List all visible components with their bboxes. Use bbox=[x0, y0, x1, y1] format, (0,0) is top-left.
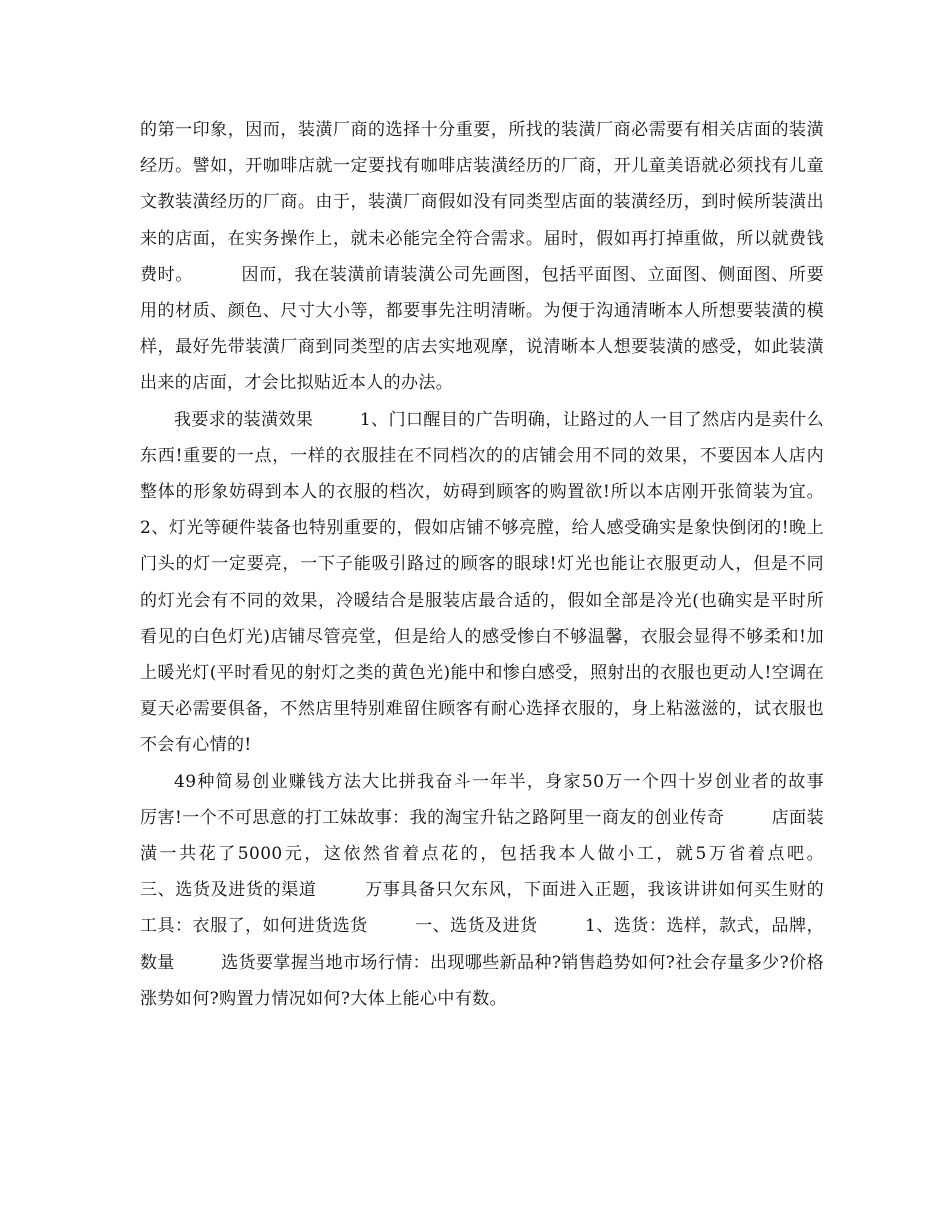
paragraph-3: 49种简易创业赚钱方法大比拼我奋斗一年半，身家50万一个四十岁创业者的故事 厉害!一个不可思意的打工妹故事：我的淘宝升钻之路阿里一商友的创业传奇 店面装潢一共花了5000元，这依然省着点花的，包括我本人做小工，就5万省着点吧。 三、选货及进货的渠道 万事具备只欠东风，下面进入正题，我该讲讲如何买生财的工具：衣服了，如何进货选货 一、选货及进货 1、选货：选样，款式，品牌，数量 选货要掌握当地市场行情：出现哪些新品种?销售趋势如何?社会存量多少?价格涨势如何?购置力情况如何?大体上能心中有数。 bbox=[140, 771, 871, 1009]
paragraph-1: 的第一印象，因而，装潢厂商的选择十分重要，所找的装潢厂商必需要有相关店面的装潢经历。譬如，开咖啡店就一定要找有咖啡店装潢经历的厂商，开儿童美语就必须找有儿童文教装潢经历的厂商。由于，装潢厂商假如没有同类型店面的装潢经历，到时候所装潢出来的店面，在实务操作上，就未必能完全符合需求。届时，假如再打掉重做，所以就费钱费时。 因而，我在装潢前请装潢公司先画图，包括平面图、立面图、侧面图、所要用的材质、颜色、尺寸大小等，都要事先注明清晰。为便于沟通清晰本人所想要装潢的模样，最好先带装潢厂商到同类型的店去实地观摩，说清晰本人想要装潢的感受，如此装潢出来的店面，才会比拟贴近本人的办法。 bbox=[140, 120, 824, 394]
document-body bbox=[140, 112, 871, 1017]
paragraph-2: 我要求的装潢效果 1、门口醒目的广告明确，让路过的人一目了然店内是卖什么东西!重要的一点，一样的衣服挂在不同档次的的店铺会用不同的效果，不要因本人店内整体的形象妨碍到本人的衣服的档次，妨碍到顾客的购置欲!所以本店刚开张简装为宜。 2、灯光等硬件装备也特别重要的，假如店铺不够亮膛，给人感受确实是象快倒闭的!晚上门头的灯一定要亮，一下子能吸引路过的顾客的眼球!灯光也能让衣服更动人，但是不同的灯光会有不同的效果，冷暖结合是服装店最合适的，假如全部是冷光(也确实是平时所看见的白色灯光)店铺尽管亮堂，但是给人的感受惨白不够温馨，衣服会显得不够柔和!加上暖光灯(平时看见的射灯之类的黄色光)能中和惨白感受，照射出的衣服也更动人!空调在夏天必需要俱备，不然店里特别难留住顾客有耐心选择衣服的，身上粘滋滋的，试衣服也不会有心情的! bbox=[140, 409, 871, 756]
